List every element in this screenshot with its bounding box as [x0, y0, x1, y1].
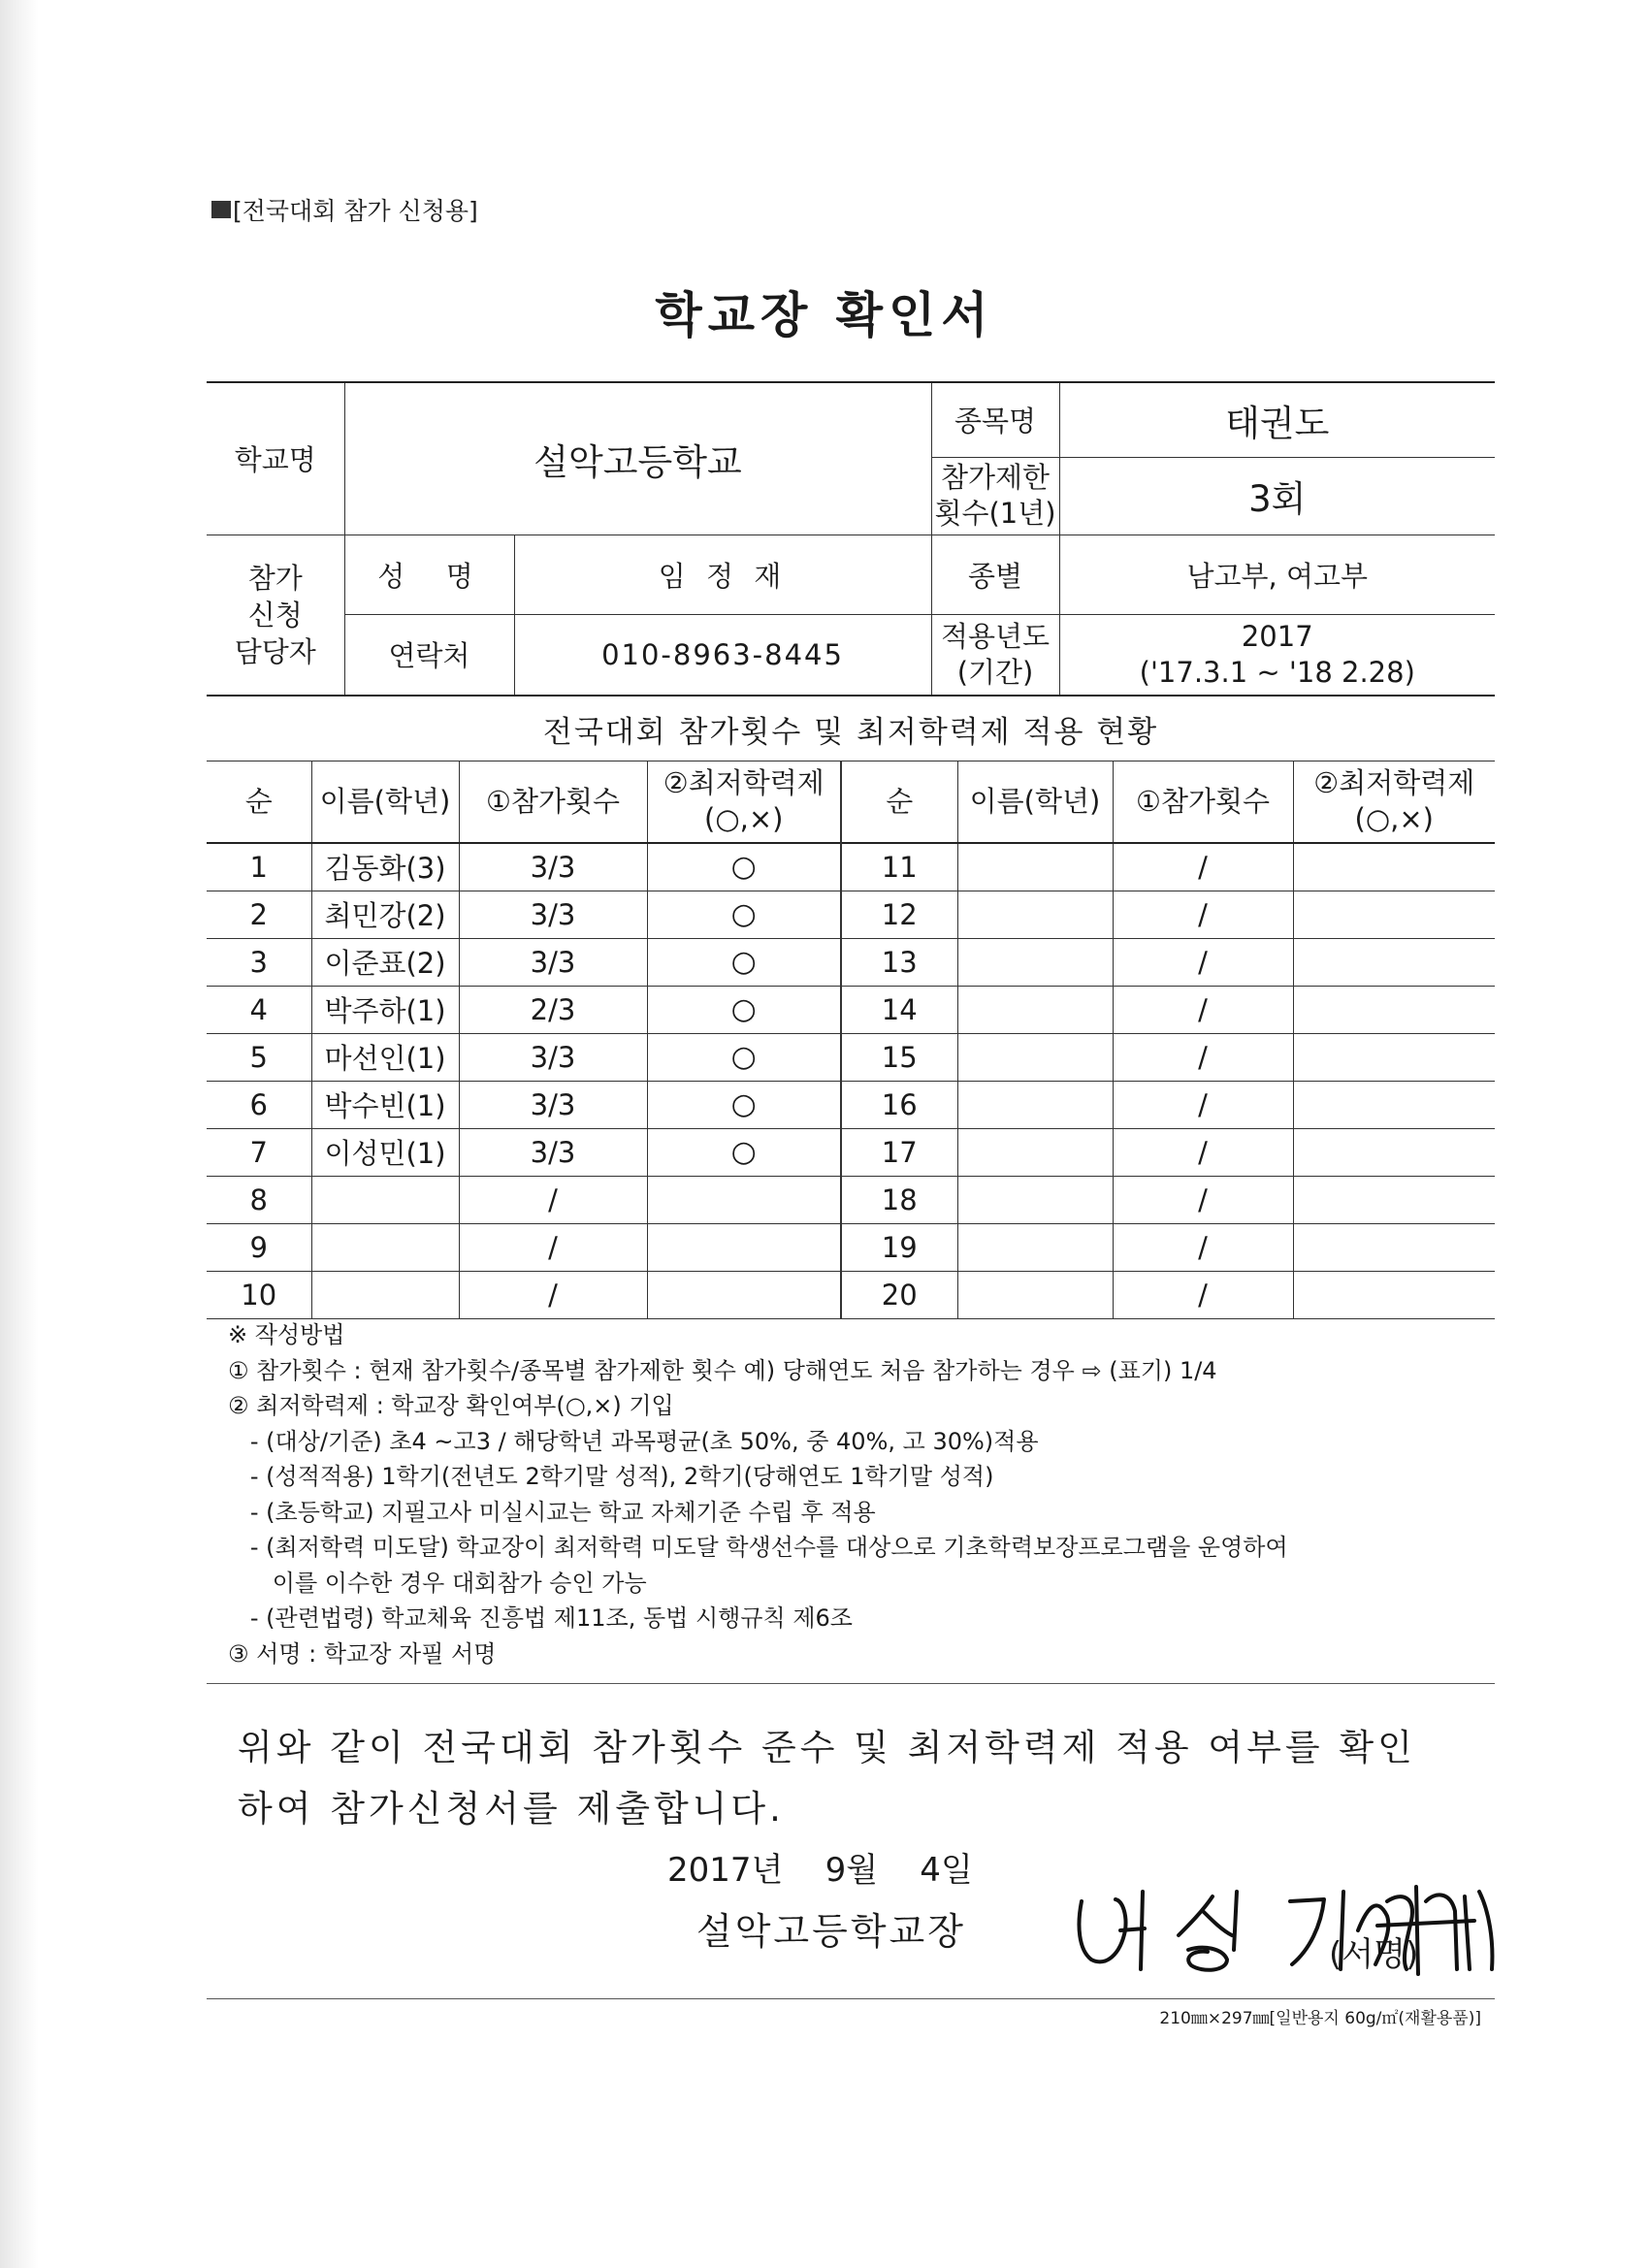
- row-count-left: 2/3: [459, 986, 647, 1033]
- school-info-table: [207, 381, 1495, 696]
- row-count-left: 3/3: [459, 1033, 647, 1081]
- row-count-left: /: [459, 1271, 647, 1318]
- division-value: 남고부, 여고부: [1059, 535, 1495, 614]
- row-name-left: [311, 1223, 459, 1271]
- row-count-left: 3/3: [459, 938, 647, 986]
- row-min-score-right: [1293, 1271, 1495, 1318]
- status-row: [207, 843, 1495, 891]
- contact-phone-label: 연락처: [344, 614, 514, 695]
- row-min-score-left: ○: [647, 843, 841, 891]
- row-no-right: 15: [841, 1033, 957, 1081]
- row-count-left: 3/3: [459, 1081, 647, 1128]
- row-min-score-right: [1293, 1033, 1495, 1081]
- row-name-right: [957, 1271, 1113, 1318]
- row-count-right: /: [1113, 1223, 1293, 1271]
- row-no-right: 17: [841, 1128, 957, 1176]
- row-no-left: 7: [207, 1128, 311, 1176]
- applicable-year-label-line1: 적용년도: [940, 619, 1051, 653]
- header-min-score-right-line1: ②최저학력제: [1313, 766, 1475, 800]
- participation-status-table: [207, 695, 1495, 1319]
- row-count-left: 3/3: [459, 891, 647, 938]
- row-count-right: /: [1113, 986, 1293, 1033]
- status-row: [207, 1033, 1495, 1081]
- header-min-score-left-line2: (○,×): [704, 802, 784, 836]
- row-name-left: 박수빈(1): [311, 1081, 459, 1128]
- note-line: - (성적적용) 1학기(전년도 2학기말 성적), 2학기(당해연도 1학기말 성적): [228, 1463, 994, 1490]
- header-name-left: 이름(학년): [311, 761, 459, 843]
- row-no-right: 20: [841, 1271, 957, 1318]
- header-no-right: 순: [841, 761, 957, 843]
- handwritten-signature: [1067, 1872, 1533, 1979]
- contact-name-label: 성 명: [344, 535, 514, 614]
- row-name-right: [957, 891, 1113, 938]
- row-min-score-left: ○: [647, 986, 841, 1033]
- row-no-right: 14: [841, 986, 957, 1033]
- row-no-left: 5: [207, 1033, 311, 1081]
- declaration: [238, 1717, 1416, 1839]
- participation-limit-value: 3회: [1059, 457, 1495, 535]
- row-count-left: /: [459, 1223, 647, 1271]
- row-min-score-left: ○: [647, 1081, 841, 1128]
- row-name-left: 이성민(1): [311, 1128, 459, 1176]
- submission-date: 2017년 9월 4일: [667, 1851, 973, 1890]
- row-no-left: 1: [207, 843, 311, 891]
- note-line: ① 참가횟수 : 현재 참가횟수/종목별 참가제한 횟수 예) 당해연도 처음 참가하는 경우 ⇨ (표기) 1/4: [228, 1356, 1217, 1384]
- contact-person-label-line1: 참가: [247, 561, 303, 595]
- row-count-right: /: [1113, 1033, 1293, 1081]
- row-count-right: /: [1113, 1081, 1293, 1128]
- status-row: [207, 891, 1495, 938]
- row-min-score-left: ○: [647, 891, 841, 938]
- row-count-left: 3/3: [459, 843, 647, 891]
- row-name-right: [957, 986, 1113, 1033]
- row-min-score-left: ○: [647, 1033, 841, 1081]
- participation-limit-label-line1: 참가제한: [940, 461, 1051, 494]
- applicable-year-label: [931, 614, 1059, 695]
- note-line: ② 최저학력제 : 학교장 확인여부(○,×) 기입: [228, 1392, 674, 1419]
- event-label: 종목명: [931, 382, 1059, 457]
- row-min-score-left: [647, 1176, 841, 1223]
- row-name-right: [957, 1081, 1113, 1128]
- row-count-right: /: [1113, 1176, 1293, 1223]
- status-rows: [207, 843, 1495, 1319]
- principal-title: 설악고등학교장: [696, 1910, 966, 1953]
- contact-person-label: [207, 535, 344, 695]
- row-min-score-right: [1293, 986, 1495, 1033]
- header-min-score-left-line1: ②최저학력제: [663, 766, 824, 800]
- row-min-score-right: [1293, 843, 1495, 891]
- row-name-left: [311, 1271, 459, 1318]
- note-line: ③ 서명 : 학교장 자필 서명: [228, 1639, 497, 1668]
- participation-limit-label: [931, 457, 1059, 535]
- status-row: [207, 1271, 1495, 1318]
- status-row: [207, 1081, 1495, 1128]
- row-name-left: 박주하(1): [311, 986, 459, 1033]
- event-value: 태권도: [1059, 382, 1495, 457]
- row-name-right: [957, 1223, 1113, 1271]
- row-min-score-left: [647, 1223, 841, 1271]
- row-count-right: /: [1113, 843, 1293, 891]
- paper-spec-footer: 210㎜×297㎜[일반용지 60g/㎡(재활용품)]: [1159, 2009, 1481, 2028]
- row-no-left: 4: [207, 986, 311, 1033]
- applicable-period: ('17.3.1 ~ '18 2.28): [1139, 655, 1415, 689]
- contact-person-label-line2: 신청: [247, 598, 303, 632]
- row-no-left: 2: [207, 891, 311, 938]
- applicable-year-number: 2017: [1241, 619, 1313, 653]
- row-name-right: [957, 843, 1113, 891]
- row-no-right: 11: [841, 843, 957, 891]
- note-line: - (관련법령) 학교체육 진흥법 제11조, 동법 시행규칙 제6조: [228, 1604, 853, 1632]
- participation-limit-label-line2: 횟수(1년): [934, 497, 1056, 530]
- row-name-left: 최민강(2): [311, 891, 459, 938]
- header-min-score-right-line2: (○,×): [1354, 802, 1434, 836]
- row-min-score-right: [1293, 1176, 1495, 1223]
- header-no-left: 순: [207, 761, 311, 843]
- status-row: [207, 1223, 1495, 1271]
- row-min-score-right: [1293, 1128, 1495, 1176]
- row-count-right: /: [1113, 938, 1293, 986]
- row-no-left: 9: [207, 1223, 311, 1271]
- header-min-score-left: [647, 761, 841, 843]
- form-usage-text: [전국대회 참가 신청용]: [233, 197, 478, 225]
- form-usage-label: [211, 192, 478, 227]
- row-min-score-right: [1293, 938, 1495, 986]
- status-table-title: 전국대회 참가횟수 및 최저학력제 적용 현황: [207, 696, 1495, 761]
- row-min-score-left: ○: [647, 1128, 841, 1176]
- header-count-left: ①참가횟수: [459, 761, 647, 843]
- note-line: 이를 이수한 경우 대회참가 승인 가능: [228, 1569, 647, 1597]
- document-title: 학교장 확인서: [655, 287, 994, 343]
- row-name-right: [957, 938, 1113, 986]
- row-count-left: /: [459, 1176, 647, 1223]
- row-name-left: 김동화(3): [311, 843, 459, 891]
- section-divider: [207, 1683, 1495, 1684]
- row-name-right: [957, 1176, 1113, 1223]
- signature-label: (서명): [1329, 1935, 1419, 1974]
- writing-instructions: [228, 1317, 1508, 1671]
- header-name-right: 이름(학년): [957, 761, 1113, 843]
- row-count-right: /: [1113, 1271, 1293, 1318]
- division-label: 종별: [931, 535, 1059, 614]
- declaration-line2: 하여 참가신청서를 제출합니다.: [238, 1788, 785, 1830]
- row-min-score-right: [1293, 1081, 1495, 1128]
- row-name-left: 마선인(1): [311, 1033, 459, 1081]
- row-no-right: 12: [841, 891, 957, 938]
- row-no-left: 10: [207, 1271, 311, 1318]
- school-name-value: 설악고등학교: [344, 382, 931, 535]
- header-count-right: ①참가횟수: [1113, 761, 1293, 843]
- footer-divider: [207, 1998, 1495, 1999]
- row-min-score-left: [647, 1271, 841, 1318]
- row-count-right: /: [1113, 1128, 1293, 1176]
- row-no-left: 3: [207, 938, 311, 986]
- row-min-score-right: [1293, 1223, 1495, 1271]
- row-no-right: 16: [841, 1081, 957, 1128]
- row-count-right: /: [1113, 891, 1293, 938]
- row-no-left: 8: [207, 1176, 311, 1223]
- note-line: - (최저학력 미도달) 학교장이 최저학력 미도달 학생선수를 대상으로 기초학력보장프로그램을 운영하여: [228, 1534, 1288, 1561]
- row-no-right: 13: [841, 938, 957, 986]
- square-bullet-icon: [211, 201, 231, 218]
- note-line: - (대상/기준) 초4 ~고3 / 해당학년 과목평균(초 50%, 중 40%, 고 30%)적용: [228, 1427, 1039, 1455]
- declaration-line1: 위와 같이 전국대회 참가횟수 준수 및 최저학력제 적용 여부를 확인: [238, 1727, 1416, 1768]
- row-no-right: 18: [841, 1176, 957, 1223]
- row-name-left: 이준표(2): [311, 938, 459, 986]
- contact-name-value: 임 정 재: [514, 535, 931, 614]
- note-line: - (초등학교) 지필고사 미실시교는 학교 자체기준 수립 후 적용: [228, 1498, 876, 1526]
- row-name-left: [311, 1176, 459, 1223]
- note-line: ※ 작성방법: [228, 1321, 345, 1348]
- applicable-year-label-line2: (기간): [956, 655, 1034, 689]
- contact-person-label-line3: 담당자: [234, 634, 316, 668]
- row-min-score-left: ○: [647, 938, 841, 986]
- row-no-left: 6: [207, 1081, 311, 1128]
- status-row: [207, 986, 1495, 1033]
- status-row: [207, 938, 1495, 986]
- header-min-score-right: [1293, 761, 1495, 843]
- contact-phone-value: 010-8963-8445: [514, 614, 931, 695]
- row-min-score-right: [1293, 891, 1495, 938]
- row-count-left: 3/3: [459, 1128, 647, 1176]
- row-name-right: [957, 1033, 1113, 1081]
- school-name-label: 학교명: [207, 382, 344, 535]
- applicable-year-value: [1059, 614, 1495, 695]
- status-row: [207, 1128, 1495, 1176]
- status-row: [207, 1176, 1495, 1223]
- row-no-right: 19: [841, 1223, 957, 1271]
- row-name-right: [957, 1128, 1113, 1176]
